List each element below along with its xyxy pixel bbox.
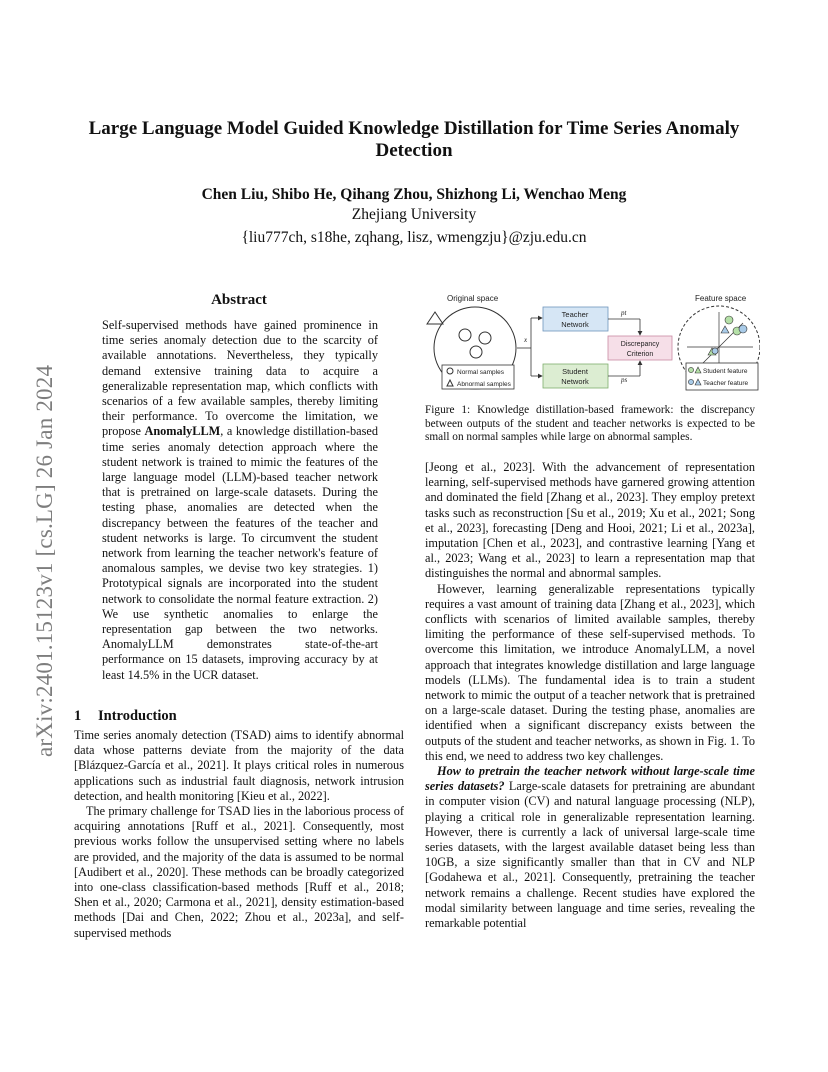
left-column-text <box>74 728 404 941</box>
challenge-question: How to pretrain the teacher network without large-scale time series datasets? <box>425 764 755 794</box>
abstract-heading: Abstract <box>211 292 267 308</box>
right-paragraph-3 <box>425 764 755 931</box>
paper-title: Large Language Model Guided Knowledge Distillation for Time Series Anomaly Detection <box>88 118 740 161</box>
section-title: Introduction <box>98 708 177 724</box>
framework-diagram <box>425 290 760 395</box>
section-heading-introduction <box>74 708 177 725</box>
right-column-text <box>425 460 755 931</box>
teacher-feature-point <box>721 326 729 333</box>
right-paragraph-2: However, learning generalizable representations typically requires a vast amount of training data [Zhang et al., 2023], which conflicts with scenarios of limited available samples, thereby limiting the performance of these self-supervised methods. To overcome this limitation, we introduce AnomalyLLM, a novel approach that integrates knowledge distillation and large language models (LLMs). The fundamental idea is to train a student network to mimic the output of a teacher network that is pretrained on a large-scale dataset. During the testing phase, anomalies are identified when a significant discrepancy exists between the outputs of the student and teacher networks, as shown in Fig. 1. To this end, we need to address two key challenges. <box>425 581 755 763</box>
right-paragraph-1: [Jeong et al., 2023]. With the advancement of representation learning, self-supervised methods have garnered growing attention and dominated the field [Zhang et al., 2023]. They employ pretext tasks such as reconstruction [Su et al., 2019; Xu et al., 2021; Song et al., 2023], forecasting [Deng and Hooi, 2021; Li et al., 2023a], imputation [Chen et al., 2023], and contrastive learning [Yang et al., 2023; Wang et al., 2023] to learn a representation map that distinguishes the normal and abnormal samples. <box>425 460 755 581</box>
student-legend-circle <box>688 367 693 372</box>
abstract-text-1: Self-supervised methods have gained prominence in time series anomaly detection due to the scarcity of available annotations. Nevertheless, they typically demand extensive training data to acquire a generalizable representation map, which conflicts with scenarios of a few available samples, thereby limiting their performance. To overcome the limitation, we propose <box>102 318 378 439</box>
affiliation: Zhejiang University <box>351 206 477 223</box>
student-output-ps: ps <box>621 376 628 384</box>
author-list: Chen Liu, Shibo He, Qihang Zhou, Shizhong Li, Wenchao Meng <box>201 186 627 203</box>
author-emails: {liu777ch, s18he, zqhang, lisz, wmengzju}@zju.edu.cn <box>241 229 587 246</box>
section-number: 1 <box>74 708 82 724</box>
input-x-label: x <box>524 336 528 344</box>
right-paragraph-3-text: Large-scale datasets for pretraining are abundant in computer vision (CV) and natural language processing (NLP), playing a critical role in generalizable representation learning. However, there is currently a lack of universal large-scale time series datasets, with the largest available dataset being less than 10GB, a size significantly smaller than that in CV and NLP [Godahewa et al., 2021]. Consequently, pretraining the teacher network remains a challenge. Recent studies have explored the modal similarity between language and time series, revealing the remarkable potential <box>425 779 755 931</box>
legend-normal: Normal samples <box>457 369 504 376</box>
normal-sample <box>479 332 491 344</box>
teacher-label-line1: Teacher <box>561 310 589 319</box>
student-label-line1: Student <box>562 367 588 376</box>
student-feature-point <box>725 316 733 324</box>
abstract-body <box>102 318 378 683</box>
teacher-feature-point <box>712 348 718 354</box>
intro-paragraph-1: Time series anomaly detection (TSAD) aims to identify abnormal data whose patterns deviate from the majority of the data [Blázquez-García et al., 2021]. It plays critical roles in numerous applications such as industrial fault diagnosis, network intrusion detection, and health monitoring [Kieu et al., 2022]. <box>74 728 404 803</box>
original-space-label: Original space <box>447 294 499 303</box>
abstract-text-2: , a knowledge distillation-based time series anomaly detection approach where the student network is trained to mimic the features of the large language model (LLM)-based teacher network that is pretrained on large-scale datasets. During the testing phase, anomalies are detected when the discrepancy between the features of the teacher and student networks is large. To circumvent the student network from learning the teacher network's feature of anomalous samples, we devise two key strategies. 1) Prototypical signals are incorporated into the student network to consolidate the normal feature extraction. 2) We use synthetic anomalies to enlarge the representation gap between the two networks. AnomalyLLM demonstrates state-of-the-art performance on 15 datasets, improving accuracy by at least 14.5% in the UCR dataset. <box>102 424 378 682</box>
arxiv-stamp <box>28 292 62 757</box>
teacher-feature-point <box>739 325 747 333</box>
normal-sample <box>470 346 482 358</box>
student-label-line2: Network <box>561 377 589 386</box>
normal-sample <box>459 329 471 341</box>
intro-paragraph-2: The primary challenge for TSAD lies in the laborious process of acquiring annotations [Ruff et al., 2021]. Consequently, most previous works follow the unsupervised setting where no labels are provided, and the majority of the data is assumed to be normal [Audibert et al., 2020]. These methods can be broadly categorized into one-class classification-based methods [Ruff et al., 2018; Shen et al., 2020; Carmona et al., 2021], density estimation-based methods [Dai and Chen, 2022; Zhou et al., 2023a], and self-supervised methods <box>74 804 404 940</box>
feature-axis-diagonal <box>719 323 743 347</box>
legend-teacher: Teacher feature <box>703 380 749 387</box>
teacher-legend-circle <box>688 379 693 384</box>
legend-abnormal: Abnormal samples <box>457 381 511 388</box>
legend-student: Student feature <box>703 368 748 375</box>
figure-1 <box>425 290 760 395</box>
discrepancy-label-line2: Criterion <box>626 351 654 358</box>
abstract-method-name: AnomalyLLM <box>144 424 221 439</box>
arxiv-stamp-text: arXiv:2401.15123v1 [cs.LG] 26 Jan 2024 <box>32 364 57 757</box>
feature-space-label: Feature space <box>695 294 747 303</box>
figure-1-caption: Figure 1: Knowledge distillation-based framework: the discrepancy between outputs of the student and teacher networks is expected to be small on normal samples while large on abnormal samples. <box>425 404 755 444</box>
teacher-label-line2: Network <box>561 320 589 329</box>
abnormal-sample-outlier <box>427 312 443 324</box>
teacher-output-pt: pt <box>621 309 627 317</box>
discrepancy-label-line1: Discrepancy <box>620 341 660 348</box>
